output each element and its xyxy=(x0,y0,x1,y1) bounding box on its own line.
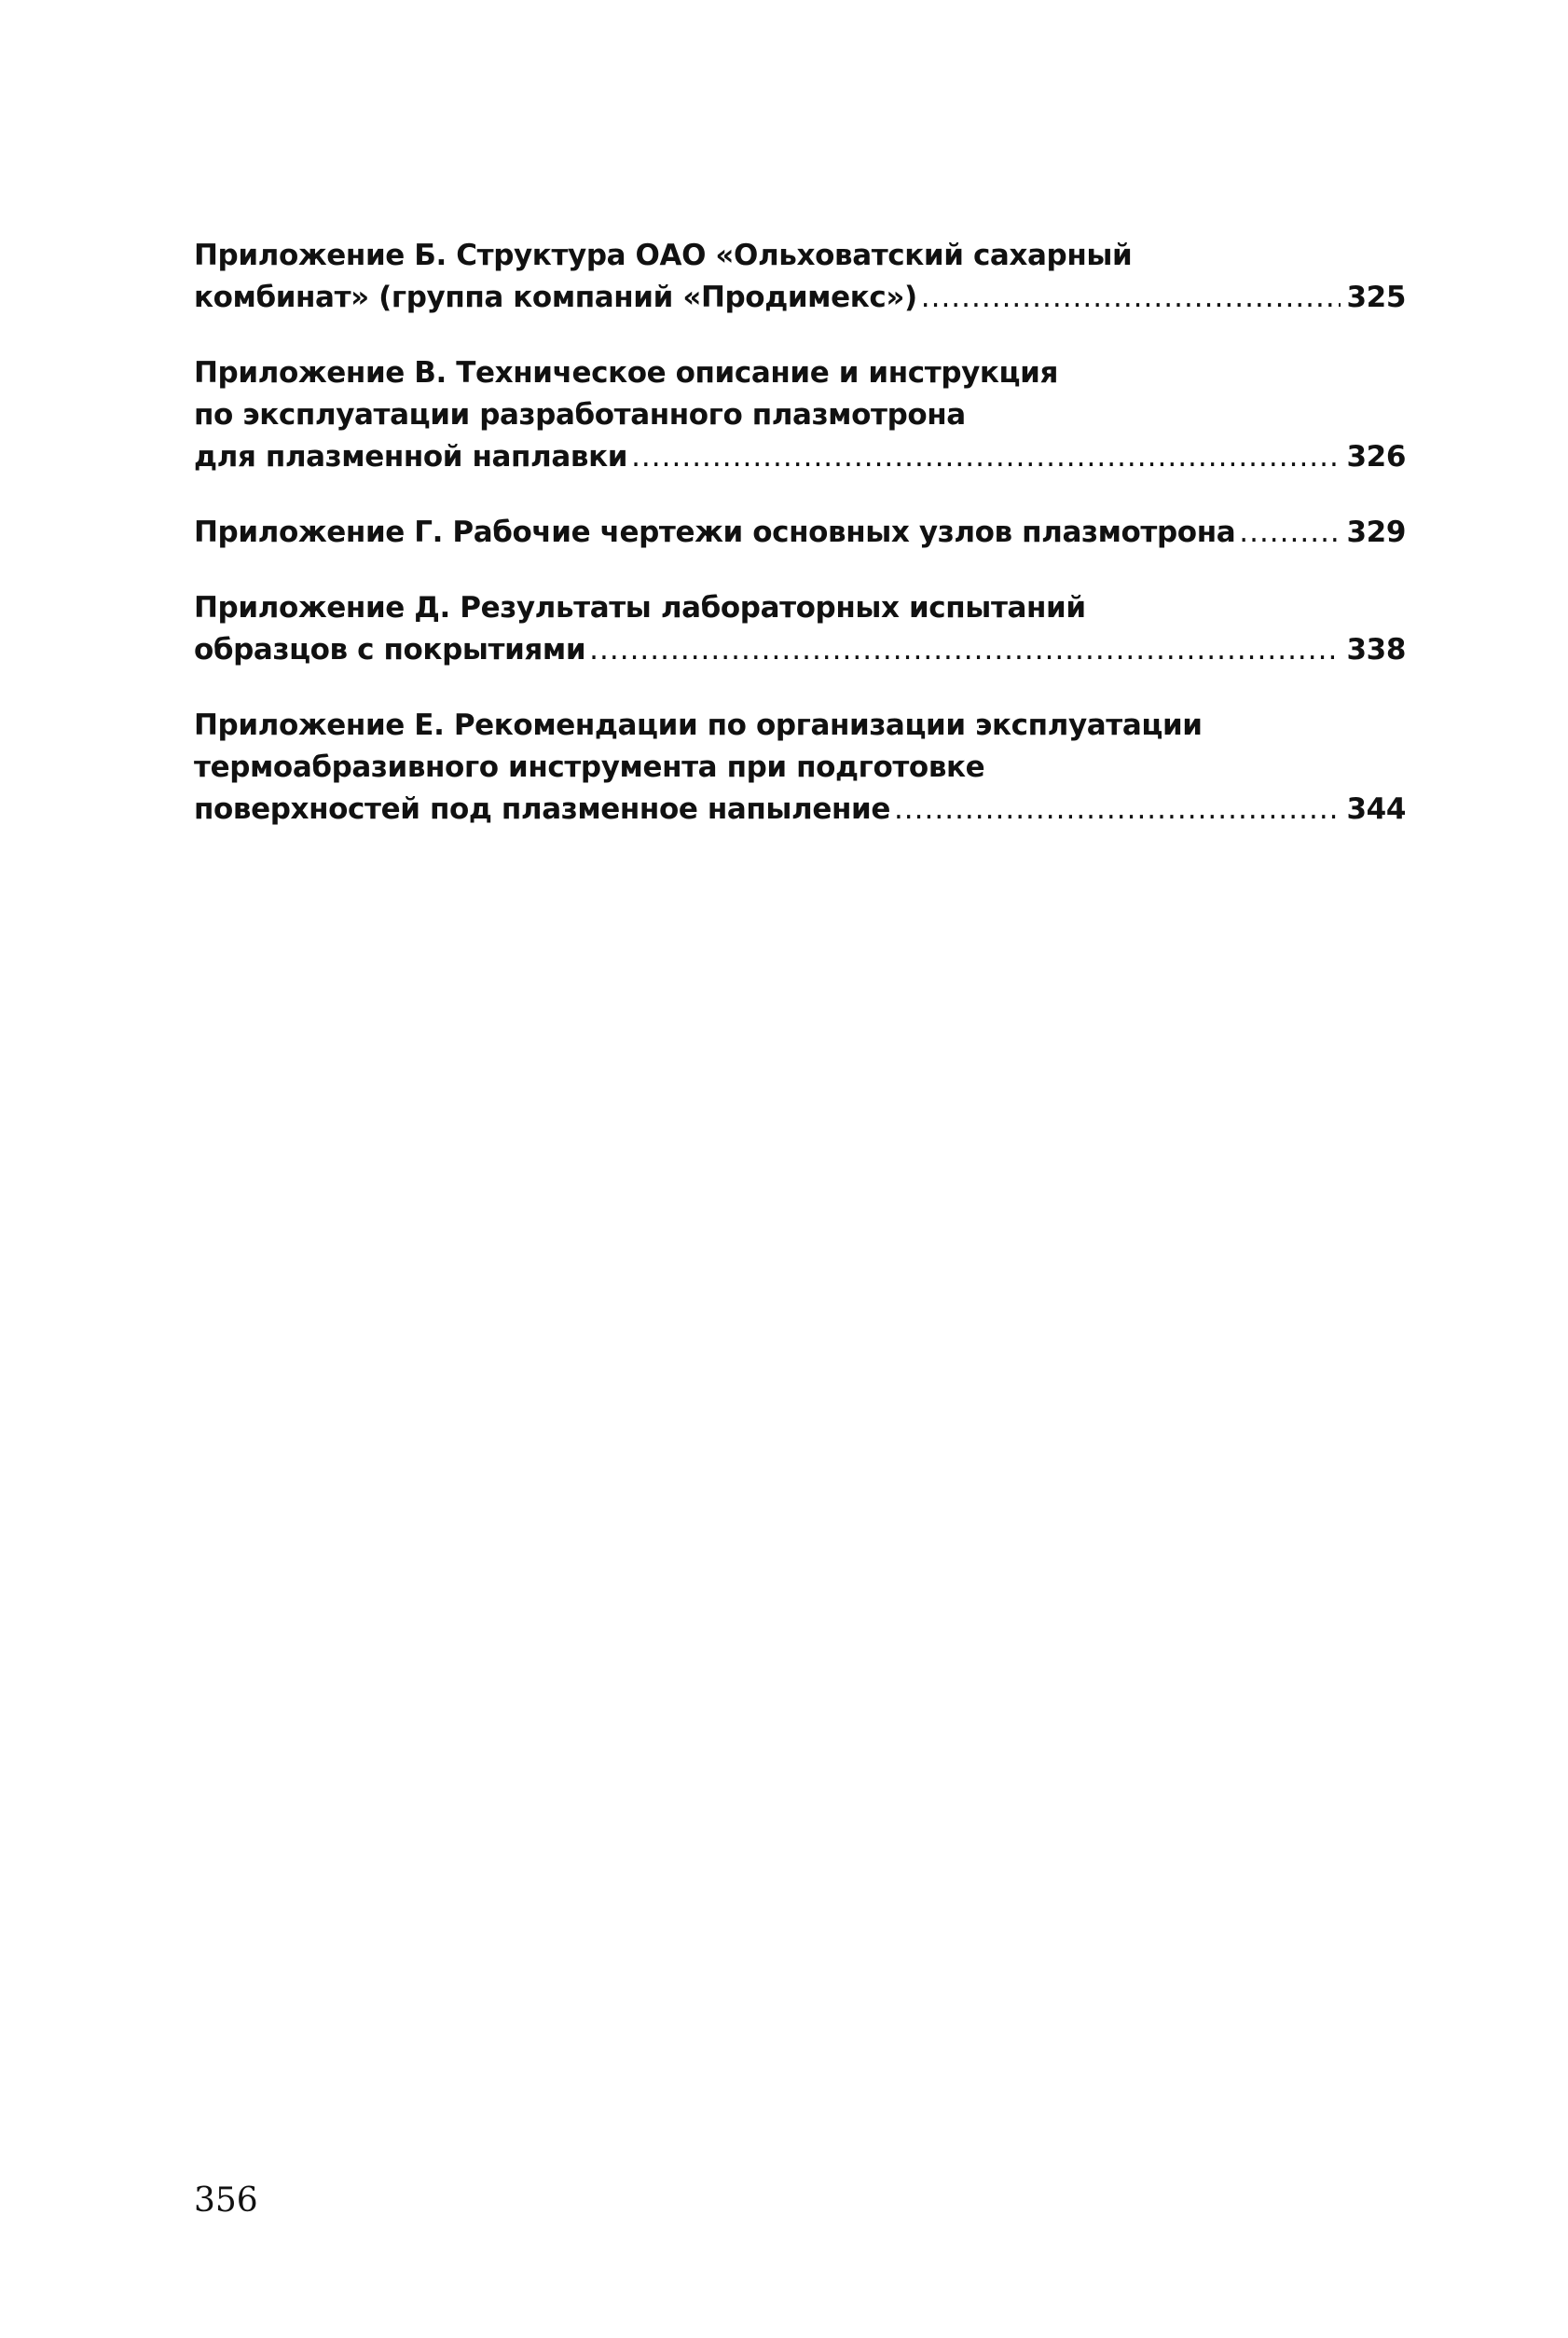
page-number: 356 xyxy=(194,2181,258,2220)
toc-entry-text-line: Приложение Е. Рекомендации по организации эксплуатации xyxy=(194,708,1203,742)
table-of-contents xyxy=(194,235,1406,831)
toc-entry-appendix-v xyxy=(194,352,1406,478)
toc-page-number: 344 xyxy=(1346,792,1406,826)
toc-entry-text-line: образцов с покрытиями xyxy=(194,633,586,667)
toc-entry-final-line xyxy=(194,436,1406,478)
toc-entry-text-line: по эксплуатации разработанного плазмотрона xyxy=(194,398,966,432)
dot-leader xyxy=(894,789,1341,831)
toc-entry-appendix-b xyxy=(194,235,1406,319)
toc-entry-final-line xyxy=(194,629,1406,671)
toc-entry-text-line: для плазменной наплавки xyxy=(194,440,628,474)
dot-leader xyxy=(921,277,1341,319)
toc-entry-final-line xyxy=(194,512,1406,554)
toc-entry-text-line: комбинат» (группа компаний «Продимекс») xyxy=(194,281,917,314)
toc-entry-appendix-d xyxy=(194,587,1406,671)
toc-page-number: 329 xyxy=(1346,516,1406,549)
toc-entry-text-line: Приложение Б. Структура ОАО «Ольховатский сахарный xyxy=(194,239,1133,272)
toc-entry-appendix-e xyxy=(194,705,1406,831)
toc-entry-text-line: поверхностей под плазменное напыление xyxy=(194,792,890,826)
toc-entry-text-line: Приложение Г. Рабочие чертежи основных узлов плазмотрона xyxy=(194,516,1236,549)
toc-entry-appendix-g xyxy=(194,512,1406,554)
toc-page-number: 326 xyxy=(1346,440,1406,474)
toc-page-number: 338 xyxy=(1346,633,1406,667)
toc-page-number: 325 xyxy=(1346,281,1406,314)
toc-entry-text-line: Приложение Д. Результаты лабораторных испытаний xyxy=(194,591,1086,625)
toc-entry-text-line: Приложение В. Техническое описание и инструкция xyxy=(194,356,1058,390)
dot-leader xyxy=(631,436,1341,478)
toc-entry-final-line xyxy=(194,277,1406,319)
dot-leader xyxy=(1239,512,1341,554)
dot-leader xyxy=(589,629,1341,671)
toc-entry-final-line xyxy=(194,789,1406,831)
toc-entry-text-line: термоабразивного инструмента при подготовке xyxy=(194,750,985,784)
